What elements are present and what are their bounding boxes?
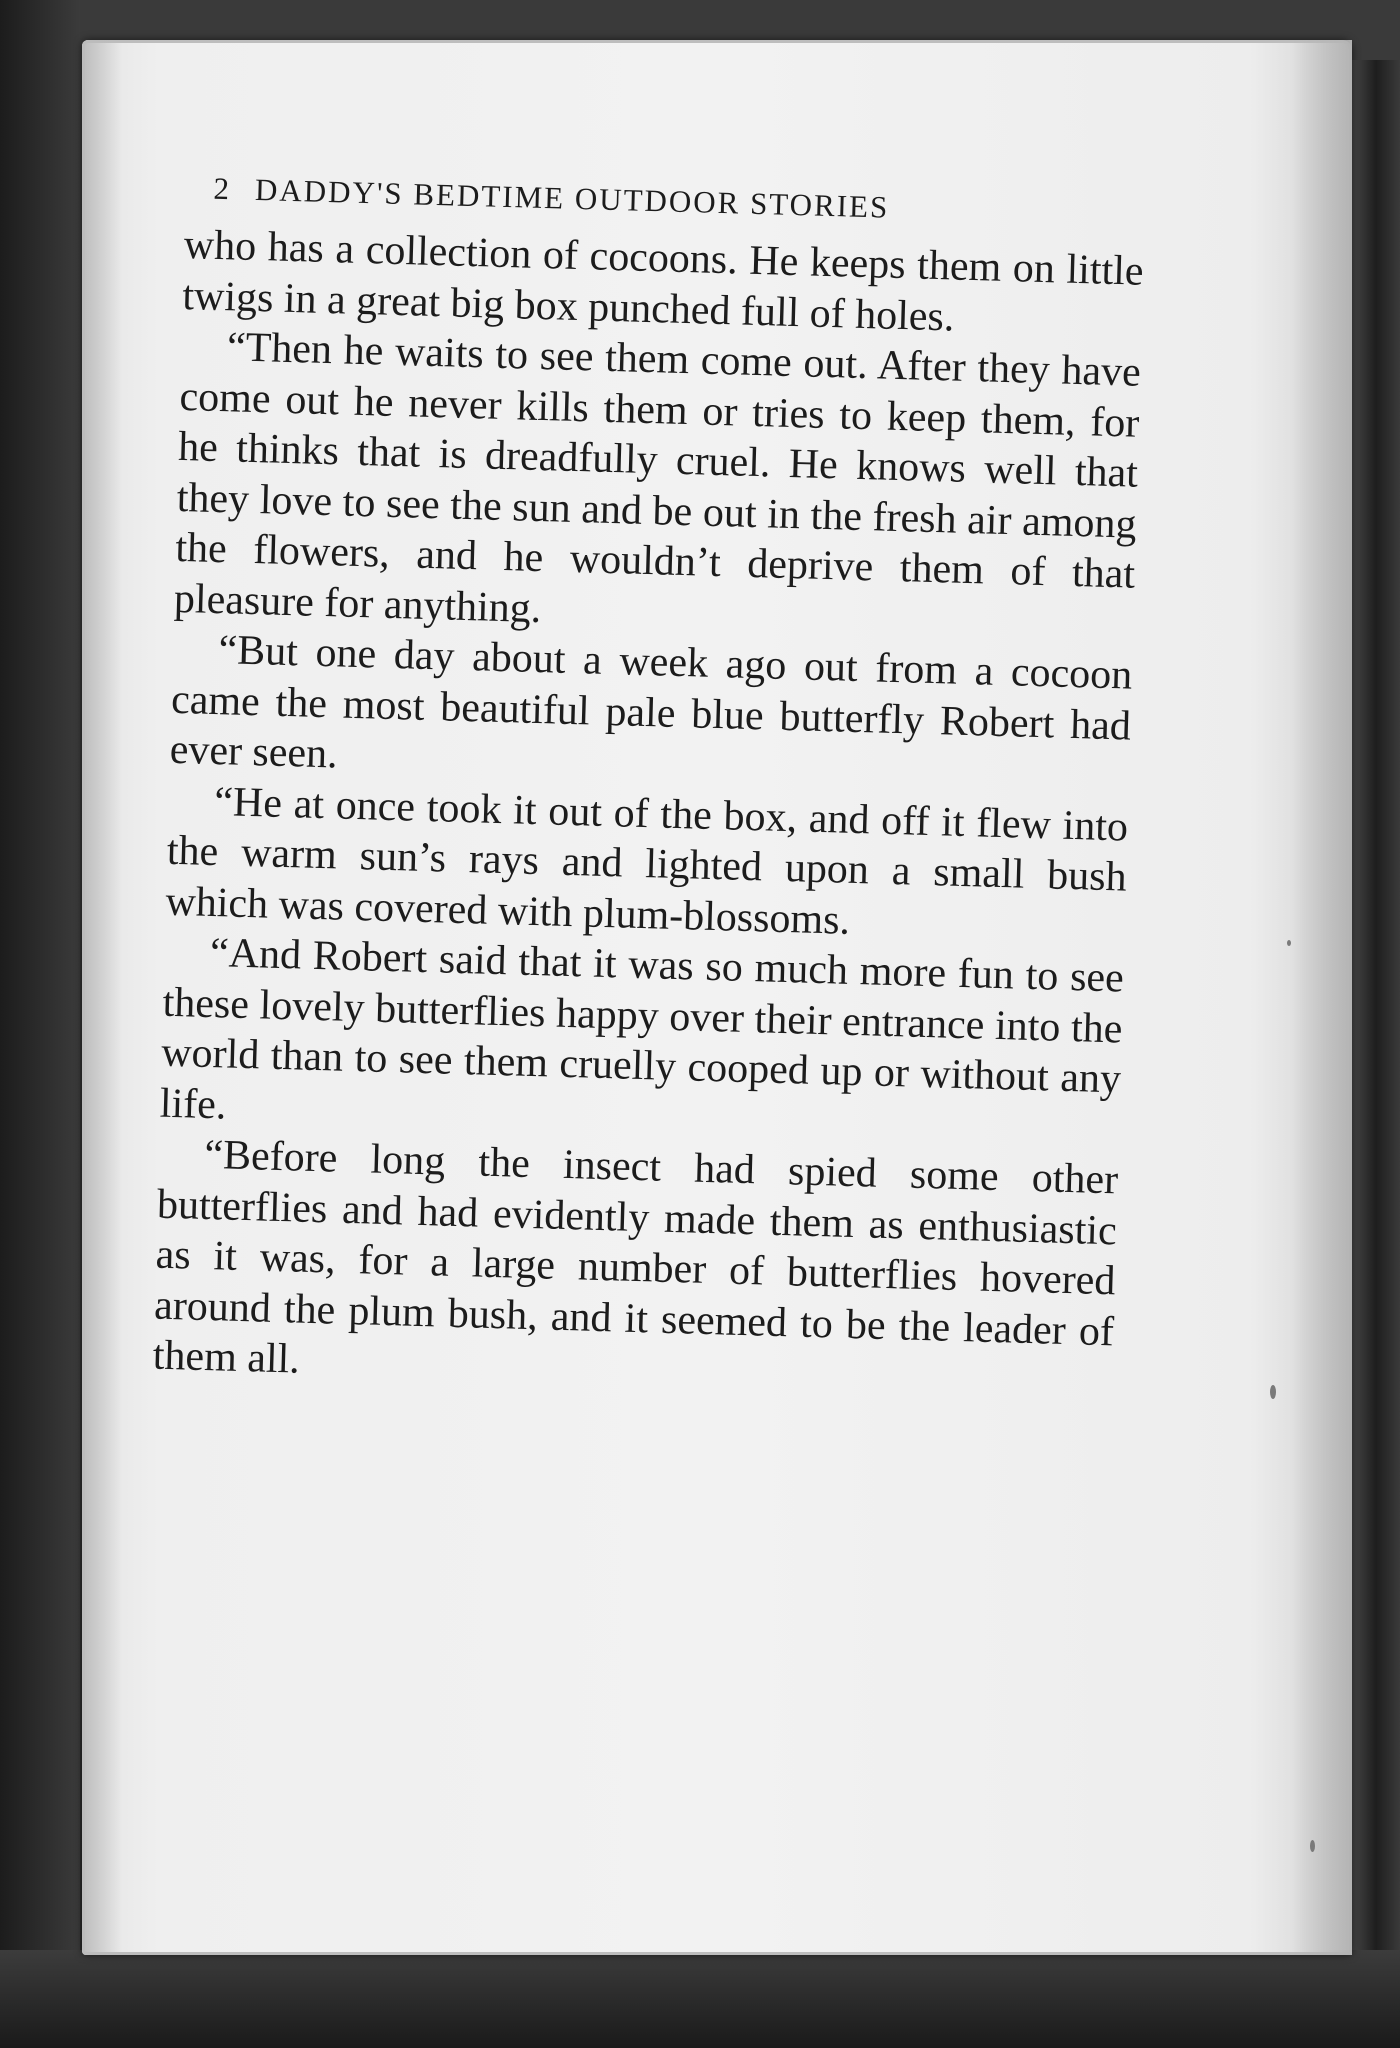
page-text-block: [152, 170, 1145, 1408]
paragraph: “Before long the insect had spied some other butterflies and had evidently made them as enthusiastic as it was, for a large number of butterflies hovered around the plum bush, and it seemed to be the leader of them all.: [152, 1131, 1119, 1383]
bottom-binding-edge: [0, 1950, 1400, 2048]
paragraph: who has a collection of cocoons. He keeps them on little twigs in a great big box punched full of holes.: [181, 221, 1145, 341]
page-number: 2: [213, 170, 232, 207]
paragraph: “Then he waits to see them come out. After they have come out he never kills them or tries to keep them, for he thinks that is dreadfully cruel. He knows well that they love to see the sun and be out in the fresh air among the flowers, and he wouldn’t deprive them of that pleasure for anything.: [173, 324, 1142, 632]
gutter-shadow: [82, 40, 122, 1955]
paper-fleck: [1287, 940, 1291, 946]
left-binding-edge: [0, 0, 80, 2048]
running-head-title: DADDY'S BEDTIME OUTDOOR STORIES: [254, 171, 890, 225]
story-text: [152, 220, 1144, 1408]
paper-fleck: [1310, 1840, 1315, 1852]
paragraph: “But one day about a week ago out from a cocoon came the most beautiful pale blue butterfly Robert had ever seen.: [169, 627, 1133, 778]
page-edge-shadow: [1292, 40, 1352, 1955]
paper-fleck: [1270, 1385, 1276, 1399]
paragraph: “He at once took it out of the box, and off it flew into the warm sun’s rays and lighted upon a small bush which was covered with plum-blossoms.: [164, 778, 1129, 944]
paragraph: “And Robert said that it was so much more fun to see these lovely butterflies happy over their entrance into the world than to see them cruelly cooped up or without any life.: [159, 929, 1125, 1128]
